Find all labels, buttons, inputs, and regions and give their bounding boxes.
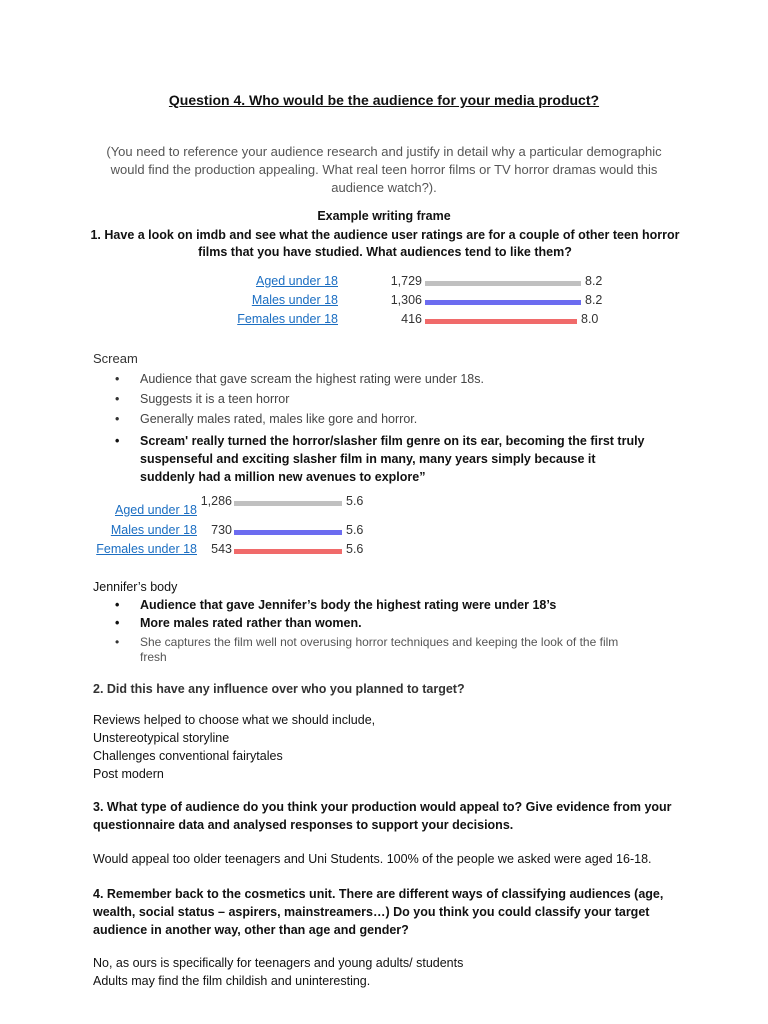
jennifer-bold-bullets (115, 598, 675, 634)
answer-line: No, as ours is specifically for teenagers and young adults/ students (93, 956, 464, 970)
list-item: • Audience that gave Jennifer’s body the highest rating were under 18’s (115, 598, 557, 612)
rating-value: 5.6 (346, 523, 364, 537)
quote-text: Scream' really turned the horror/slasher film genre on its ear, becoming the first truly suspenseful and exciting slasher film in many, many years simply because it suddenly had a million new avenues to explore” (140, 434, 645, 484)
rating-count: 416 (401, 312, 422, 326)
q4-question: 4. Remember back to the cosmetics unit. There are different ways of classifying audiences (age, wealth, social status – aspirers, mainstreamers…) Do you think you could classify your target audience in another way, other than age and gender? (93, 887, 664, 937)
jennifer-bullet: • She captures the film well not overusing horror techniques and keeping the look of the film fresh (115, 635, 645, 665)
list-item-text: More males rated rather than women. (140, 616, 362, 630)
rating-bar (425, 319, 577, 324)
rating-label-females[interactable]: Females under 18 (237, 312, 338, 326)
rating-count: 1,729 (390, 274, 422, 288)
rating-value: 5.6 (346, 542, 364, 556)
frame-heading: Example writing frame (317, 209, 451, 223)
answer-line: Reviews helped to choose what we should include, (93, 713, 376, 727)
rating-label-males[interactable]: Males under 18 (110, 523, 197, 537)
rating-count: 1,306 (390, 293, 422, 307)
q4-answers (93, 954, 713, 990)
scream-bullets (115, 372, 675, 432)
intro-text: (You need to reference your audience research and justify in detail why a particular demographic would find the production appealing. What real teen horror films or TV horror dramas would this audience watch?). (106, 144, 662, 195)
rating-label-males[interactable]: Males under 18 (251, 293, 338, 307)
rating-label-aged[interactable]: Aged under 18 (255, 274, 338, 288)
rating-bar (234, 530, 342, 535)
list-item: • Generally males rated, males like gore and horror. (115, 412, 675, 432)
rating-count: 543 (211, 542, 232, 556)
rating-label-aged[interactable]: Aged under 18 (114, 503, 197, 517)
rating-bar (234, 501, 342, 506)
rating-bar (425, 281, 581, 286)
list-item-text: Audience that gave Jennifer’s body the highest rating were under 18’s (140, 598, 557, 612)
jennifer-title: Jennifer’s body (93, 580, 178, 594)
q3-question: 3. What type of audience do you think your production would appeal to? Give evidence from your questionnaire data and analysed responses to support your decisions. (93, 800, 672, 832)
rating-count: 730 (211, 523, 232, 537)
list-item: • Suggests it is a teen horror (115, 392, 675, 412)
rating-bar (234, 549, 342, 554)
q2-answers (93, 711, 713, 783)
answer-line: Unstereotypical storyline (93, 731, 230, 745)
rating-value: 8.2 (585, 274, 603, 288)
q3-answer: Would appeal too older teenagers and Uni Students. 100% of the people we asked were aged 16-18. (93, 852, 652, 866)
scream-title: Scream (93, 351, 138, 366)
answer-line: Post modern (93, 767, 164, 781)
question-title: Question 4. Who would be the audience for your media product? (168, 92, 600, 108)
list-item: • Audience that gave scream the highest rating were under 18s. (115, 372, 675, 392)
rating-value: 8.0 (581, 312, 599, 326)
q2-question: 2. Did this have any influence over who you planned to target? (93, 682, 465, 696)
frame-question: 1. Have a look on imdb and see what the audience user ratings are for a couple of other teen horror films that you have studied. What audiences tend to like them? (90, 228, 680, 259)
rating-value: 5.6 (346, 494, 364, 508)
rating-value: 8.2 (585, 293, 603, 307)
rating-label-females[interactable]: Females under 18 (96, 542, 197, 556)
list-item: • More males rated rather than women. (115, 616, 362, 630)
rating-count: 1,286 (200, 494, 232, 508)
list-item-text: She captures the film well not overusing horror techniques and keeping the look of the film fresh (140, 635, 619, 664)
scream-quote: • Scream' really turned the horror/slasher film genre on its ear, becoming the first truly suspenseful and exciting slasher film in many, many years simply because it suddenly had a million new avenues to explore” (115, 434, 645, 484)
answer-line: Adults may find the film childish and uninteresting. (93, 974, 371, 988)
answer-line: Challenges conventional fairytales (93, 749, 283, 763)
rating-bar (425, 300, 581, 305)
